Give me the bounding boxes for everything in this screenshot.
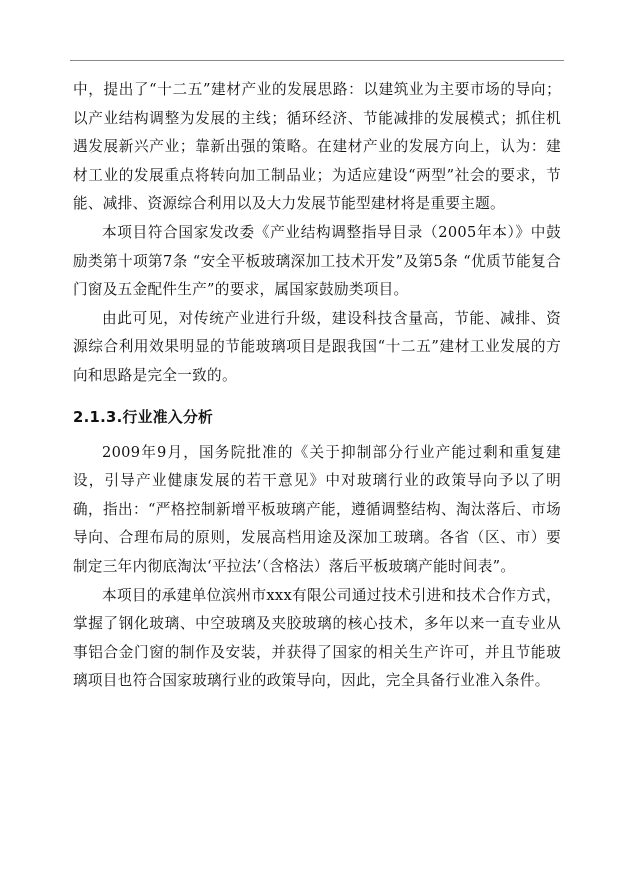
section-heading: 2.1.3.行业准入分析 [73,408,214,426]
paragraph-state-council-policy: 2009年9月，国务院批准的《关于抑制部分行业产能过剩和重复建设，引导产业健康发展的若干意见》中对玻璃行业的政策导向予以了明确，指出：“严格控制新增平板玻璃产能，遵循调整结构、淘汰落后、市场导向、合理布局的原则，发展高档用途及深加工玻璃。各省（区、市）要制定三年内彻底淘汰‘平拉法’（含格法）落后平板玻璃产能时间表”。 [73,443,561,575]
paragraph-conclusion: 由此可见，对传统产业进行升级，建设科技含量高，节能、减排、资源综合利用效果明显的节能玻璃项目是跟我国“十二五”建材工业发展的方向和思路是完全一致的。 [73,309,561,384]
paragraph-company-qualification: 本项目的承建单位滨州市xxx有限公司通过技术引进和技术合作方式，掌握了钢化玻璃、中空玻璃及夹胶玻璃的核心技术，多年以来一直专业从事铝合金门窗的制作及安装，并获得了国家的相关生产许可，并且节能玻璃项目也符合国家玻璃行业的政策导向，因此，完全具备行业准入条件。 [73,586,561,690]
paragraph-policy-compliance: 本项目符合国家发改委《产业结构调整指导目录（2005年本）》中鼓励类第十项第7条 “安全平板玻璃深加工技术开发”及第5条 “优质节能复合门窗及五金配件生产”的要求，属国家鼓励类项目。 [73,223,561,299]
paragraph-development-ideas: 中，提出了“十二五”建材产业的发展思路：以建筑业为主要市场的导向；以产业结构调整为发展的主线；循环经济、节能减排的发展模式；抓住机遇发展新兴产业；靠新出强的策略。在建材产业的发展方向上，认为：建材工业的发展重点将转向加工制品业；为适应建设“两型”社会的要求，节能、减排、资源综合利用以及大力发展节能型建材将是重要主题。 [73,81,561,213]
header-rule [70,60,564,61]
document-body [73,76,561,696]
